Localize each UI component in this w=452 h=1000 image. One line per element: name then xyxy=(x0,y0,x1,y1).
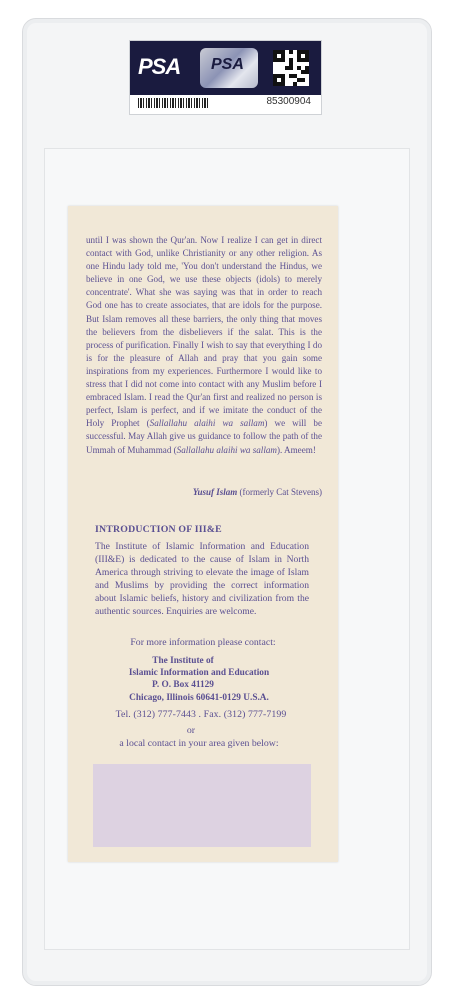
address-line: The Institute of xyxy=(152,656,214,666)
more-info: For more information please contact: xyxy=(130,637,276,648)
hologram-badge-text: PSA xyxy=(211,56,244,73)
intro-heading: INTRODUCTION OF III&E xyxy=(95,524,222,535)
signature-line xyxy=(86,487,322,497)
testimony-part: ) we will be successful. May Allah give us guidance to follow the path of the Ummah of Muhammad ( xyxy=(86,418,322,455)
address-line: Islamic Information and Education xyxy=(128,668,270,678)
label-band xyxy=(130,41,321,95)
signature-name: Yusuf Islam xyxy=(192,487,238,497)
testimony-part: until I was shown the Qur'an. Now I realize I can get in direct contact with God, unlike Christianity or any other religion. As one Hindu lady told me, 'You don't understand the Hindus, we believe in one God, we use these objects (idols) to merely concentrate'. What she was saying was that in order to reach God one has to create associates, that are idols for the purpose. But Islam removes all these barriers, the only thing that moves the believers from the disbelievers if the salat. This is the process of purification. Finally I wish to say that everything I do is for the pleasure of Allah and pray that you gain some inspirations from my experiences. Furthermore I would like to stress that I did not come into contact with any Muslim before I embraced Islam. I read the Qur'an first and realized no person is perfect, Islam is perfect, and if we imitate the conduct of the Holy Prophet ( xyxy=(86,235,322,429)
local-contact-text: a local contact in your area given below: xyxy=(119,738,279,749)
psa-logo: PSA xyxy=(138,54,181,79)
barcode xyxy=(138,98,208,108)
hologram-badge xyxy=(200,48,258,88)
phone-fax: Tel. (312) 777-7443 . Fax. (312) 777-7199 xyxy=(115,709,287,720)
or-text: or xyxy=(186,725,196,736)
qr-code-icon xyxy=(273,50,309,86)
grading-label xyxy=(129,40,322,115)
testimony-part: ). Ameem! xyxy=(276,444,316,455)
intro-text: The Institute of Islamic Information and Education (III&E) is dedicated to the cause of Islam in North America through striving to elevate the image of Islam and Muslims by providing the correct information about Islamic beliefs, history and civilization from the authentic sources. Enquiries are welcome. xyxy=(95,541,309,617)
address-line: P. O. Box 41129 xyxy=(152,680,214,690)
local-contact-box xyxy=(93,764,311,847)
cert-number: 85300904 xyxy=(266,96,311,107)
pamphlet-page xyxy=(68,206,338,862)
address-line: Chicago, Illinois 60641-0129 U.S.A. xyxy=(129,693,269,703)
signature-note: (formerly Cat Stevens) xyxy=(237,487,322,497)
salutation: Sallallahu alaihi wa sallam xyxy=(176,444,277,455)
salutation: Sallallahu alaihi wa sallam xyxy=(149,418,265,429)
testimony-text xyxy=(86,234,322,457)
